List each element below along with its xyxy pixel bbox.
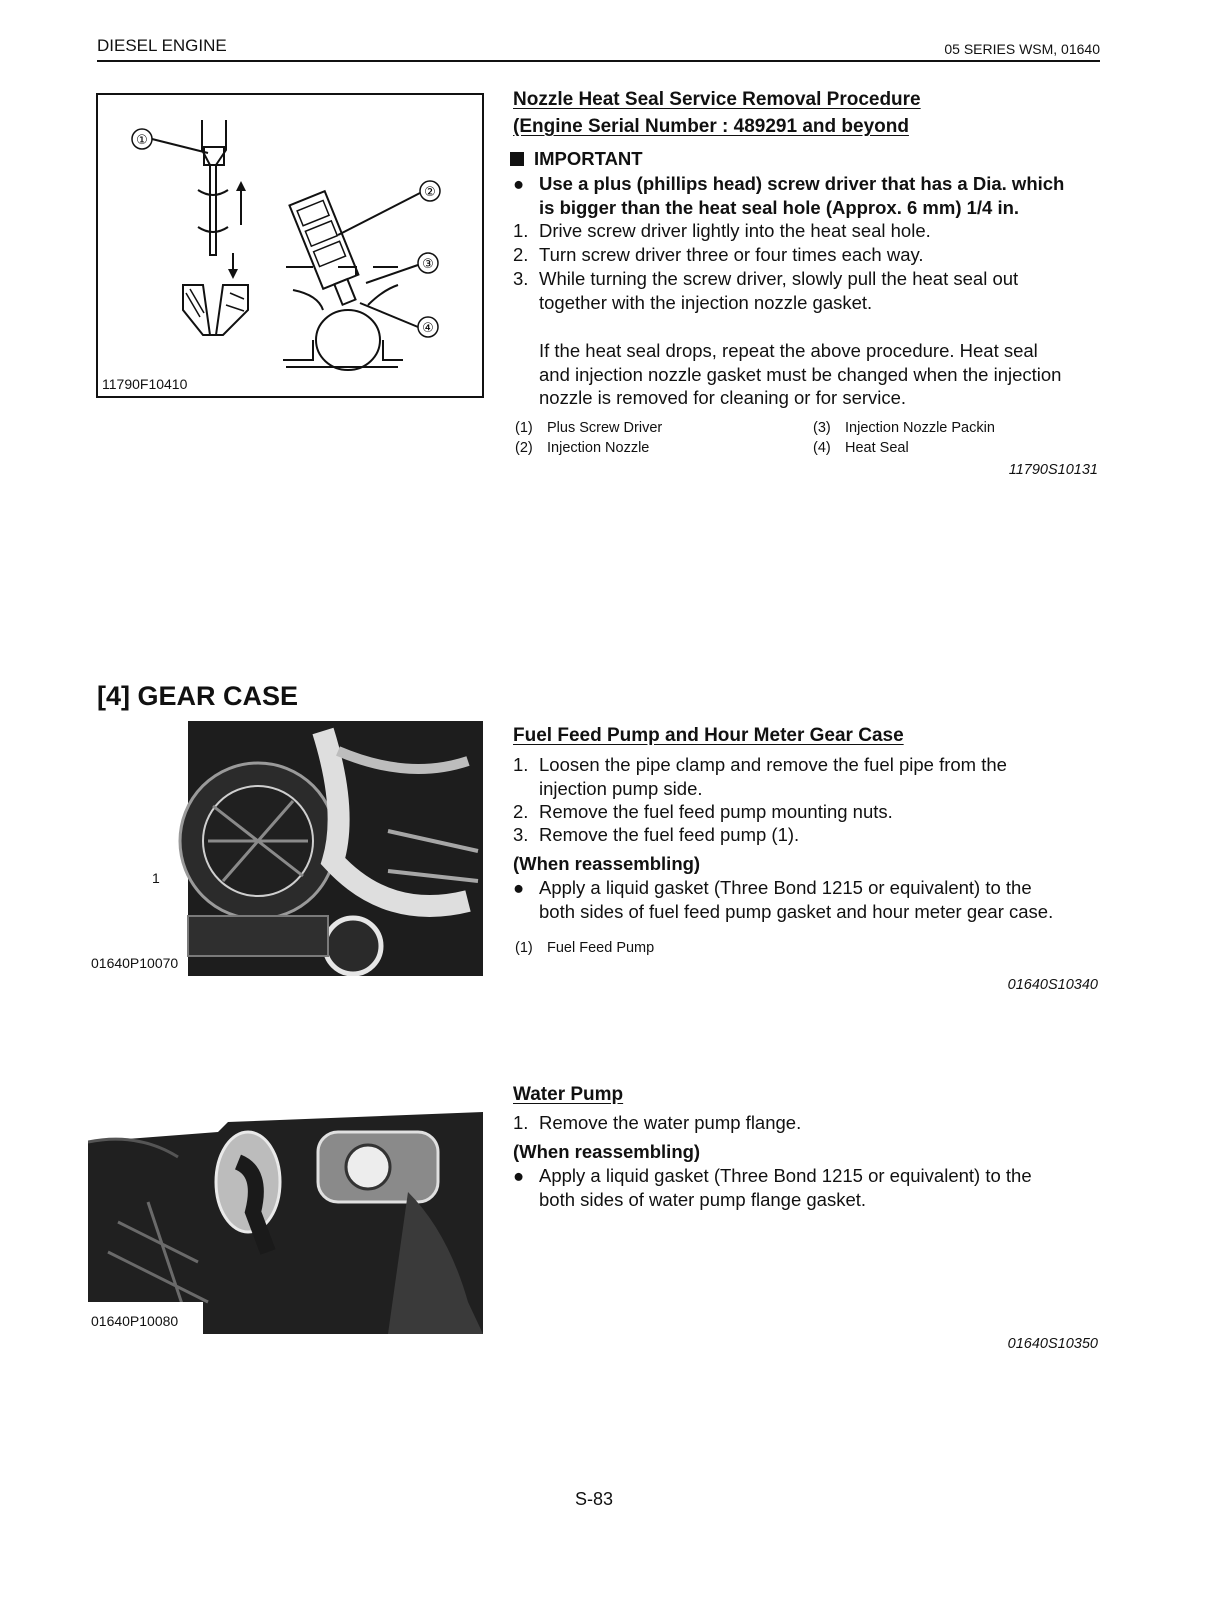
important-bullet: ● Use a plus (phillips head) screw driver that has a Dia. which	[513, 173, 1065, 194]
fuel-feed-pump-photo	[148, 721, 483, 976]
water-section-title: Water Pump	[513, 1084, 624, 1105]
fuel-pump-photo-art	[148, 721, 483, 976]
fuel-step-1: 1. Loosen the pipe clamp and remove the fuel pipe from the	[513, 754, 1007, 775]
fuel-step-3: 3. Remove the fuel feed pump (1).	[513, 824, 800, 845]
important-bullet-cont: is bigger than the heat seal hole (Approx. 6 mm) 1/4 in.	[539, 197, 1020, 218]
fuel-photo-code: 01640P10070	[91, 955, 179, 971]
rotation-arrow-2	[198, 227, 228, 232]
legend-item-4: (4) Heat Seal	[813, 440, 909, 456]
nozzle-note-line-2: and injection nozzle gasket must be changed when the injection	[539, 364, 1062, 385]
fuel-photo-label: 1	[152, 870, 160, 886]
screwdriver-shape	[202, 120, 226, 255]
bullet-icon: ●	[513, 173, 525, 194]
fuel-reassembling-label: (When reassembling)	[513, 853, 701, 874]
nozzle-section-subtitle: (Engine Serial Number : 489291 and beyond	[513, 116, 909, 137]
legend-item-1: (1) Plus Screw Driver	[515, 420, 663, 436]
water-pump-photo-art	[88, 1102, 483, 1334]
fuel-bullet-cont: both sides of fuel feed pump gasket and hour meter gear case.	[539, 901, 1054, 922]
nozzle-step-1: 1. Drive screw driver lightly into the heat seal hole.	[513, 220, 931, 241]
fuel-bullet: ● Apply a liquid gasket (Three Bond 1215 or equivalent) to the	[513, 877, 1032, 898]
nozzle-step-3: 3. While turning the screw driver, slowly pull the heat seal out	[513, 268, 1019, 289]
water-bullet-cont: both sides of water pump flange gasket.	[539, 1189, 867, 1210]
water-pump-photo	[88, 1102, 483, 1334]
callout-4-label: ④	[422, 321, 434, 336]
important-label: IMPORTANT	[510, 147, 643, 171]
fuel-step-2: 2. Remove the fuel feed pump mounting nuts.	[513, 801, 893, 822]
fuel-legend-item-1: (1) Fuel Feed Pump	[515, 940, 655, 956]
nozzle-note-line-1: If the heat seal drops, repeat the above procedure. Heat seal	[539, 340, 1038, 361]
rotation-arrow	[198, 190, 228, 195]
nozzle-diagram-figure	[96, 93, 484, 398]
header-manual-id: 05 SERIES WSM, 01640	[944, 41, 1100, 57]
callout-2-label: ②	[424, 185, 436, 200]
callout-3-label: ③	[422, 257, 434, 272]
nozzle-section-code: 11790S10131	[1008, 462, 1098, 478]
nozzle-step-3-cont: together with the injection nozzle gasket.	[539, 292, 873, 313]
nozzle-step-2: 2. Turn screw driver three or four times each way.	[513, 244, 924, 265]
bullet-icon: ●	[513, 877, 525, 898]
water-section-code: 01640S10350	[1007, 1336, 1098, 1352]
page-number: S-83	[575, 1489, 614, 1509]
nozzle-section-title: Nozzle Heat Seal Service Removal Procedure	[513, 89, 921, 110]
water-photo-code: 01640P10080	[91, 1313, 179, 1329]
important-square-icon	[510, 152, 524, 166]
water-bullet: ● Apply a liquid gasket (Three Bond 1215 or equivalent) to the	[513, 1165, 1032, 1186]
legend-item-3: (3) Injection Nozzle Packin	[813, 420, 995, 436]
figure-code: 11790F10410	[102, 376, 188, 392]
nozzle-note-line-3: nozzle is removed for cleaning or for service.	[539, 387, 907, 408]
header-rule	[97, 60, 1100, 62]
callout-1-label: ①	[136, 133, 148, 148]
header-title: DIESEL ENGINE	[97, 36, 227, 55]
fuel-step-1-cont: injection pump side.	[539, 778, 703, 799]
gear-case-heading: [4] GEAR CASE	[97, 681, 299, 711]
fuel-section-code: 01640S10340	[1007, 977, 1098, 993]
combustion-chamber	[316, 310, 380, 370]
water-step-1: 1. Remove the water pump flange.	[513, 1112, 802, 1133]
bullet-icon: ●	[513, 1165, 525, 1186]
legend-item-2: (2) Injection Nozzle	[515, 440, 650, 456]
fuel-section-title: Fuel Feed Pump and Hour Meter Gear Case	[513, 725, 904, 746]
nozzle-diagram	[98, 95, 482, 396]
water-reassembling-label: (When reassembling)	[513, 1141, 701, 1162]
